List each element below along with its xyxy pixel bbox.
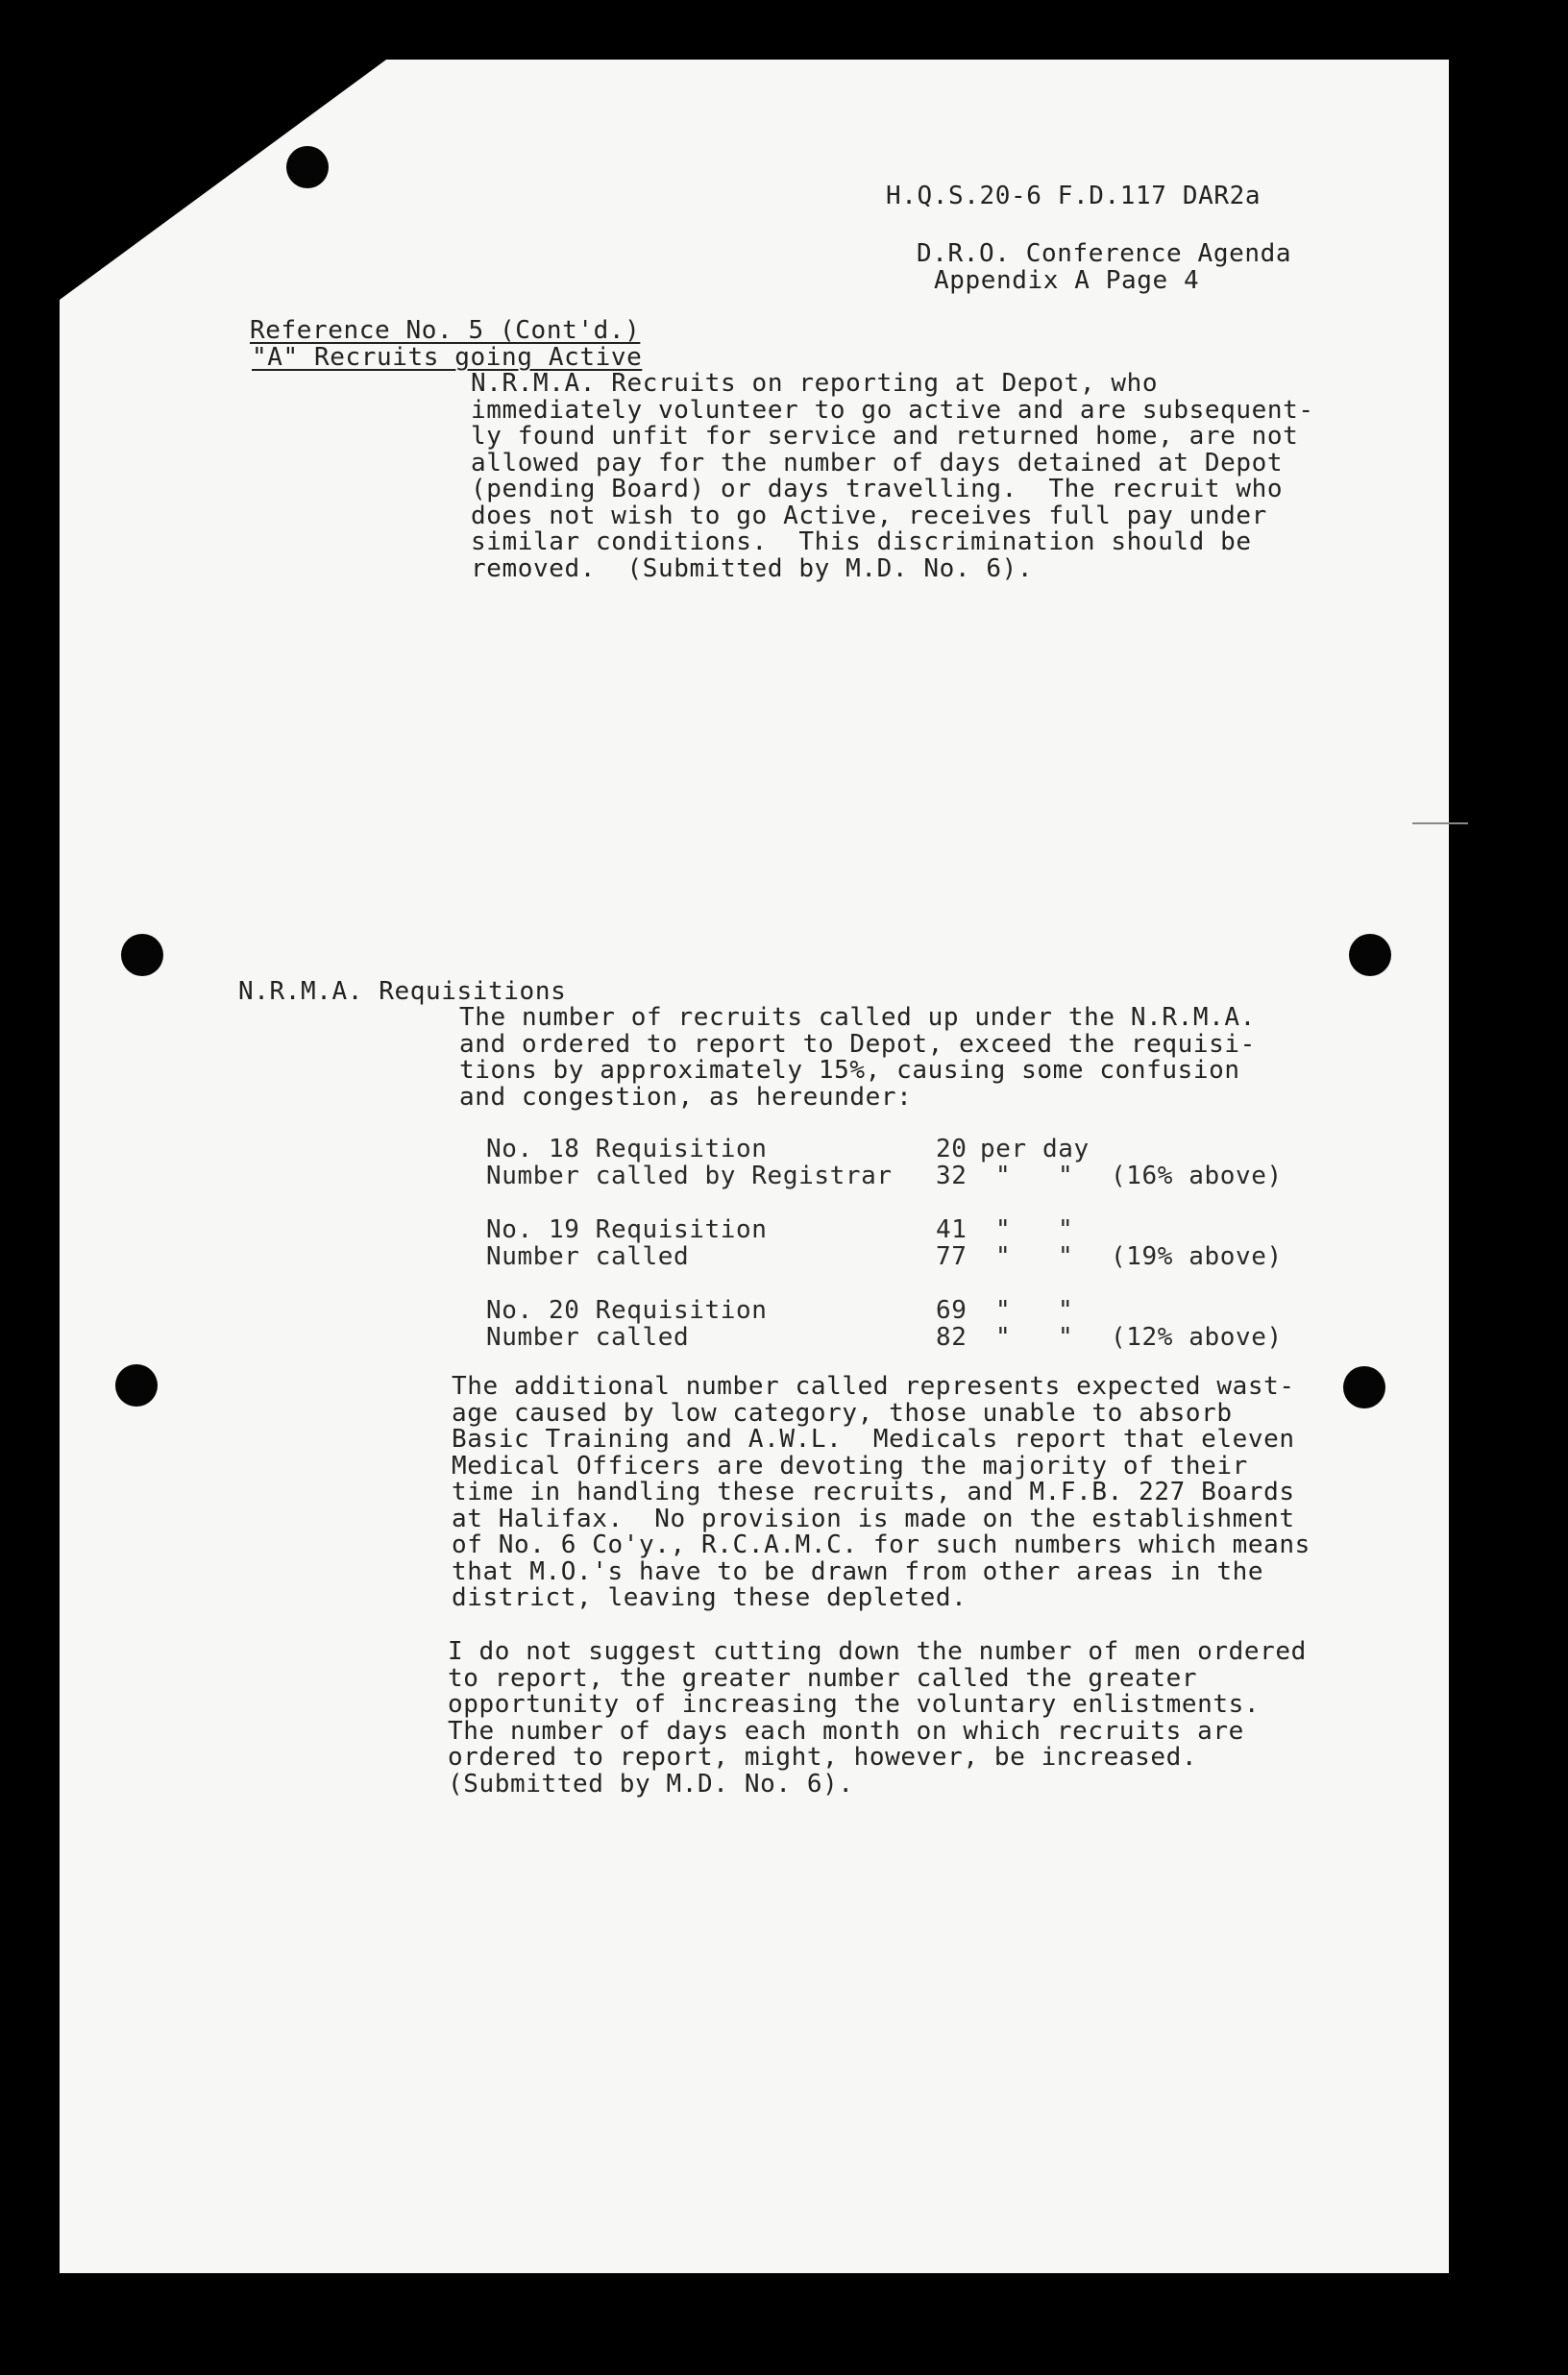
- text-line: The number of recruits called up under the N.R.M.A.: [459, 1003, 1256, 1032]
- text-line: tions by approximately 15%, causing some confusion: [459, 1056, 1240, 1085]
- row-note: (16% above): [1111, 1162, 1283, 1190]
- row-value: 69: [936, 1296, 968, 1325]
- text-line: ordered to report, might, however, be increased.: [448, 1743, 1198, 1772]
- row-unit: per day: [980, 1135, 1090, 1163]
- row-unit: " ": [995, 1296, 1074, 1325]
- section1-paragraph: [471, 371, 1314, 582]
- row-value: 41: [936, 1215, 968, 1244]
- row-value: 32: [936, 1162, 968, 1190]
- row-unit: " ": [995, 1215, 1074, 1244]
- file-reference: H.Q.S.20-6 F.D.117 DAR2a: [886, 182, 1262, 210]
- row-label: No. 20 Requisition: [486, 1296, 768, 1325]
- punch-hole-top-left: [286, 146, 329, 188]
- text-line: The number of days each month on which recruits are: [448, 1716, 1244, 1746]
- text-line: I do not suggest cutting down the number of men ordered: [448, 1637, 1307, 1666]
- text-line: removed. (Submitted by M.D. No. 6).: [471, 553, 1034, 583]
- text-line: and ordered to report to Depot, exceed the requisi-: [459, 1029, 1256, 1059]
- row-value: 77: [936, 1242, 968, 1271]
- text-line: ly found unfit for service and returned home, are not: [471, 422, 1299, 451]
- row-unit: " ": [995, 1242, 1074, 1271]
- text-line: that M.O.'s have to be drawn from other areas in the: [452, 1556, 1264, 1586]
- text-line: (Submitted by M.D. No. 6).: [448, 1769, 854, 1799]
- row-label: Number called: [486, 1323, 690, 1352]
- row-value: 20: [936, 1135, 968, 1163]
- row-note: (19% above): [1111, 1242, 1283, 1271]
- row-unit: " ": [995, 1162, 1074, 1190]
- paper-mark: [1412, 822, 1468, 824]
- recommendation-paragraph: [448, 1639, 1307, 1798]
- text-line: (pending Board) or days travelling. The recruit who: [471, 475, 1284, 503]
- row-note: (12% above): [1111, 1323, 1283, 1352]
- requisitions-heading: N.R.M.A. Requisitions: [238, 977, 567, 1006]
- row-label: No. 19 Requisition: [486, 1215, 768, 1244]
- text-line: age caused by low category, those unable to absorb: [452, 1398, 1233, 1428]
- row-label: Number called: [486, 1242, 690, 1271]
- row-label: No. 18 Requisition: [486, 1135, 768, 1163]
- text-line: allowed pay for the number of days detained at Depot: [471, 448, 1284, 477]
- text-line: at Halifax. No provision is made on the establishment: [452, 1504, 1295, 1533]
- text-line: The additional number called represents expected wast-: [452, 1372, 1295, 1401]
- text-line: and congestion, as hereunder:: [459, 1082, 913, 1112]
- text-line: Medical Officers are devoting the majority of their: [452, 1451, 1248, 1481]
- section-subtitle: "A" Recruits going Active: [252, 343, 643, 372]
- row-label: Number called by Registrar: [486, 1162, 893, 1190]
- text-line: similar conditions. This discrimination should be: [471, 527, 1252, 556]
- agenda-title: D.R.O. Conference Agenda: [917, 239, 1292, 268]
- row-value: 82: [936, 1323, 968, 1352]
- text-line: does not wish to go Active, receives full pay under: [471, 501, 1267, 530]
- appendix-page: Appendix A Page 4: [934, 266, 1200, 295]
- text-line: immediately volunteer to go active and are subsequent-: [471, 395, 1314, 425]
- text-line: to report, the greater number called the greater: [448, 1663, 1198, 1693]
- punch-hole-low-left: [115, 1364, 158, 1407]
- text-line: N.R.M.A. Recruits on reporting at Depot, who: [471, 369, 1159, 398]
- text-line: time in handling these recruits, and M.F.B. 227 Boards: [452, 1478, 1295, 1506]
- wastage-paragraph: [452, 1374, 1311, 1612]
- text-line: opportunity of increasing the voluntary enlistments.: [448, 1690, 1261, 1719]
- punch-hole-low-right: [1343, 1366, 1385, 1408]
- punch-hole-mid-left: [121, 934, 163, 976]
- text-line: of No. 6 Co'y., R.C.A.M.C. for such numbers which means: [452, 1530, 1311, 1559]
- text-line: Basic Training and A.W.L. Medicals report that eleven: [452, 1425, 1295, 1454]
- text-line: district, leaving these depleted.: [452, 1583, 968, 1612]
- reference-heading: Reference No. 5 (Cont'd.): [250, 316, 641, 345]
- requisitions-intro: [459, 1005, 1256, 1111]
- row-unit: " ": [995, 1323, 1074, 1352]
- punch-hole-mid-right: [1349, 934, 1391, 976]
